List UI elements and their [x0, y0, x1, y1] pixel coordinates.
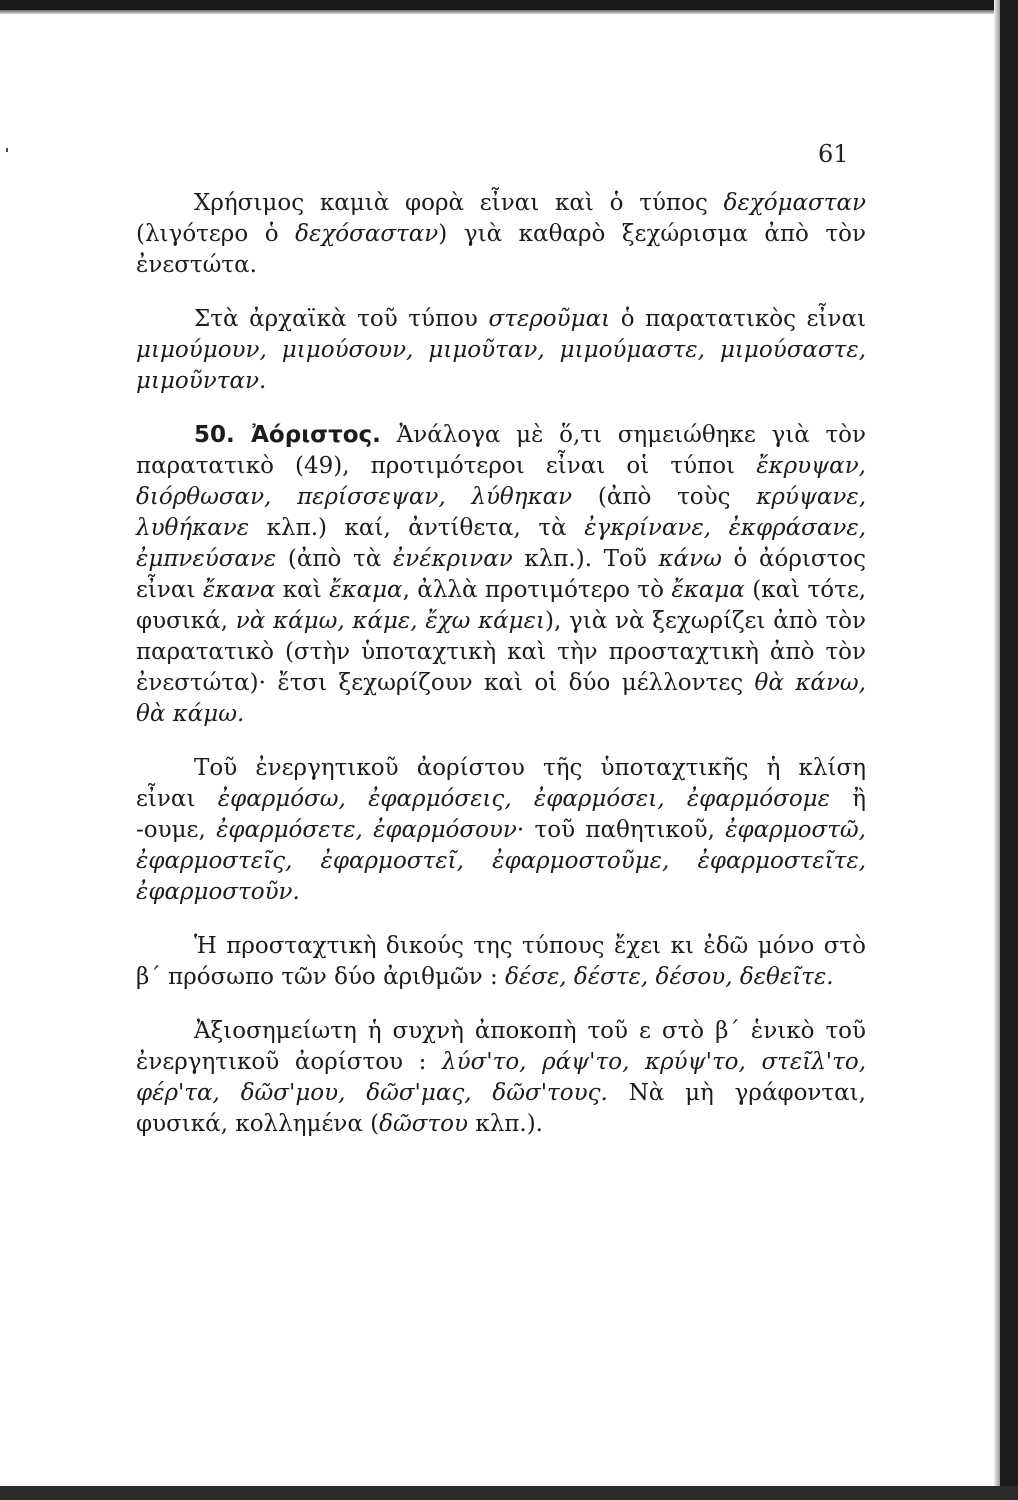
text-run: (ἀπὸ τοὺς — [597, 484, 731, 510]
section-heading: 50. Ἀόριστος. — [194, 422, 381, 448]
page-body — [136, 188, 866, 1163]
text-run: καὶ — [282, 577, 322, 603]
italic-run: κάνω — [658, 546, 722, 572]
paragraph-2 — [136, 304, 866, 397]
paragraph-6 — [136, 1016, 866, 1140]
text-run: ἢ -ουμε, — [136, 786, 867, 843]
italic-run: ἔκαμα — [329, 577, 403, 603]
text-run: (ἀπὸ τὰ — [287, 546, 382, 572]
text-run: Νὰ μὴ γράφονται, φυσικά, κολλημένα ( — [136, 1080, 866, 1137]
scan-border-bottom — [0, 1486, 1018, 1500]
text-run: ὁ παρατατικὸς εἶναι — [620, 306, 867, 332]
italic-run: ἐγκρίνανε, ἐκφράσανε, ἐμπνεύσανε — [136, 515, 867, 572]
text-run: ), γιὰ νὰ ξεχωρίζει ἀπὸ τὸν παρατατικὸ (στὴν ὑποταχτικὴ καὶ τὴν προσταχτικὴ ἀπὸ τὸν ἐνεστώτα)· ἔτσι ξεχωρίζουν καὶ οἱ δύο μέλλοντες — [136, 608, 866, 696]
italic-run: δῶστου — [379, 1111, 469, 1137]
text-run: Χρήσιμος καμιὰ φορὰ εἶναι καὶ ὁ τύπος — [194, 190, 708, 216]
page-number: 61 — [818, 140, 849, 168]
italic-run: κρύψανε, λυθήκανε — [136, 484, 867, 541]
italic-run: ἐφαρμόσετε, ἐφαρμόσουν — [216, 817, 517, 843]
text-run: · τοῦ παθητικοῦ, — [516, 817, 715, 843]
italic-run: δεχόμασταν — [723, 190, 866, 216]
text-run: Στὰ ἀρχαϊκὰ τοῦ τύπου — [194, 306, 478, 332]
italic-run: ἔκανα — [202, 577, 276, 603]
text-run: , ἀλλὰ προτιμότερο τὸ — [402, 577, 664, 603]
text-run: Τοῦ ἐνεργητικοῦ ἀορίστου τῆς ὑποταχτικῆς ἡ κλίση εἶναι — [136, 755, 866, 812]
italic-run: ἔκρυψαν, διόρθωσαν, περίσσεψαν, λύθηκαν — [136, 453, 866, 510]
text-run: κλπ.) καί, ἀντίθετα, τὰ — [266, 515, 567, 541]
text-run: Ἡ προσταχτικὴ δικούς της τύπους ἔχει κι ἐδῶ μόνο στὸ β΄ πρόσωπο τῶν δύο ἀριθμῶν : — [136, 933, 866, 990]
italic-run: δεχόσασταν — [295, 221, 439, 247]
scan-shadow-top — [0, 10, 1018, 14]
italic-run: ἐφαρμόσω, ἐφαρμόσεις, ἐφαρμόσει, ἐφαρμόσομε — [217, 786, 830, 812]
italic-run: νὰ κάμω, κάμε, ἔχω κάμει — [235, 608, 545, 634]
italic-run: θὰ κάνω, θὰ κάμω. — [136, 670, 866, 727]
italic-run: ἐφαρμοστῶ, ἐφαρμοστεῖς, ἐφαρμοστεῖ, ἐφαρμοστοῦμε, ἐφαρμοστεῖτε, ἐφαρμοστοῦν. — [136, 817, 866, 905]
paragraph-3 — [136, 420, 866, 730]
italic-run: δέσε, δέστε, δέσου, δεθεῖτε. — [505, 964, 834, 990]
text-run: (λιγότερο ὁ — [136, 221, 279, 247]
text-run: ) γιὰ καθαρὸ ξεχώρισμα ἀπὸ τὸν ἐνεστώτα. — [136, 221, 867, 278]
italic-run: μιμούμουν, μιμούσουν, μιμοῦταν, μιμούμαστε, μιμούσαστε, μιμοῦνταν. — [136, 337, 866, 394]
text-run: ὁ ἀόριστος εἶναι — [136, 546, 867, 603]
scan-border-top — [0, 0, 1018, 10]
scan-border-right — [1000, 0, 1018, 1500]
italic-run: στεροῦμαι — [488, 306, 611, 332]
text-run: Ἀνάλογα μὲ ὅ,τι σημειώθηκε γιὰ τὸν παρατατικὸ (49), προτιμότεροι εἶναι οἱ τύποι — [136, 422, 867, 479]
text-run: κλπ.). — [475, 1111, 543, 1137]
italic-run: λύσ'το, ράψ'το, κρύψ'το, στεῖλ'το, φέρ'τα, δῶσ'μου, δῶσ'μας, δῶσ'τους. — [136, 1049, 867, 1106]
text-run: κλπ.). Τοῦ — [524, 546, 647, 572]
italic-run: ἔκαμα — [671, 577, 745, 603]
italic-run: ἐνέκριναν — [392, 546, 513, 572]
text-run: Ἀξιοσημείωτη ἡ συχνὴ ἀποκοπὴ τοῦ ε στὸ β΄ ἑνικὸ τοῦ ἐνεργητικοῦ ἀορίστου : — [136, 1018, 866, 1075]
paragraph-5 — [136, 931, 866, 993]
scan-speck — [6, 148, 8, 152]
paragraph-4 — [136, 753, 866, 908]
text-run: (καὶ τότε, φυσικά, — [136, 577, 867, 634]
paragraph-1 — [136, 188, 866, 281]
